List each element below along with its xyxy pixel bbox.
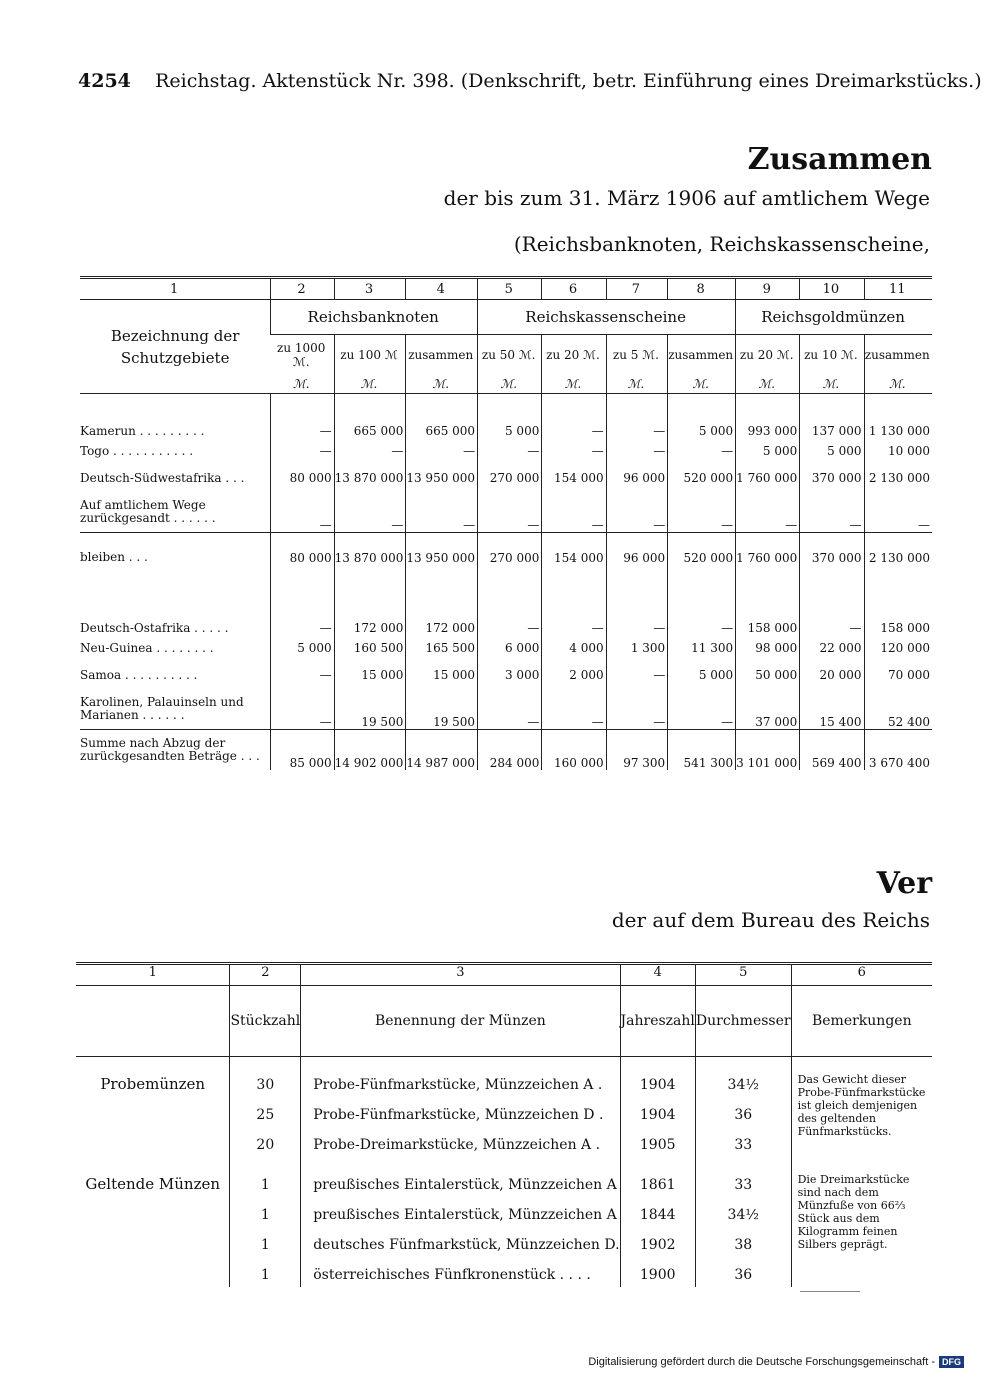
section1-subtitle: der bis zum 31. März 1906 auf amtlichem Wege: [443, 186, 930, 210]
table-row: [80, 583, 932, 635]
cell-value: —: [668, 689, 736, 730]
header-count: Stückzahl: [230, 986, 301, 1057]
cell-value: 11 300: [668, 635, 736, 662]
row-count: 1: [230, 1197, 301, 1227]
cell-value: 370 000: [800, 465, 864, 492]
cell-value: 1 760 000: [736, 532, 800, 583]
cell-value: —: [542, 492, 606, 533]
subheader: zusammen: [864, 335, 932, 376]
section2-subtitle: der auf dem Bureau des Reichs: [611, 908, 930, 932]
cell-value: 98 000: [736, 635, 800, 662]
section1-title: Zusammen: [747, 142, 932, 177]
cell-value: 10 000: [864, 438, 932, 465]
row-label: Togo . . . . . . . . . . .: [80, 443, 194, 458]
cell-value: —: [606, 583, 668, 635]
subheader: zu 20 ℳ.: [736, 335, 800, 376]
col-number: 6: [791, 964, 932, 986]
cell-value: 993 000: [736, 394, 800, 438]
row-diameter: 34½: [695, 1057, 791, 1098]
page-header: [78, 70, 982, 92]
table-row: [80, 662, 932, 689]
cell-value: 165 500: [406, 635, 478, 662]
cell-value: 4 000: [542, 635, 606, 662]
table-row: [80, 465, 932, 492]
cell-value: 160 500: [334, 635, 406, 662]
cell-value: 80 000: [271, 532, 334, 583]
row-year: 1904: [620, 1057, 695, 1098]
cell-value: —: [606, 492, 668, 533]
cell-value: 137 000: [800, 394, 864, 438]
cell-value: 520 000: [668, 532, 736, 583]
cell-value: 1 130 000: [864, 394, 932, 438]
cell-value: —: [542, 689, 606, 730]
table-row: [80, 394, 932, 438]
row-label: Samoa . . . . . . . . . .: [80, 667, 198, 682]
row-count: 1: [230, 1257, 301, 1287]
col-number: 3: [301, 964, 620, 986]
cell-value: 15 400: [800, 689, 864, 730]
unit-label: ℳ.: [271, 375, 334, 394]
table-distribution: [80, 276, 932, 770]
cell-value: —: [542, 394, 606, 438]
cell-value: —: [864, 492, 932, 533]
cell-value: 14 987 000: [406, 729, 478, 770]
cell-value: —: [478, 583, 542, 635]
table-row: [80, 532, 932, 583]
row-diameter: 34½: [695, 1197, 791, 1227]
cell-value: —: [334, 438, 406, 465]
cell-value: 665 000: [334, 394, 406, 438]
cell-value: 15 000: [406, 662, 478, 689]
row-coin-name: preußisches Eintalerstück, Münzzeichen A: [301, 1197, 620, 1227]
cell-value: —: [542, 438, 606, 465]
col-number: 3: [334, 278, 406, 300]
group-cell: [76, 1097, 230, 1127]
col-number: 1: [76, 964, 230, 986]
cell-value: 13 950 000: [406, 465, 478, 492]
cell-value: 2 130 000: [864, 465, 932, 492]
row-diameter: 36: [695, 1097, 791, 1127]
cell-value: —: [800, 492, 864, 533]
row-year: 1900: [620, 1257, 695, 1287]
row-count: 25: [230, 1097, 301, 1127]
table-row: [80, 438, 932, 465]
cell-value: —: [271, 662, 334, 689]
subheader: zu 20 ℳ.: [542, 335, 606, 376]
unit-label: ℳ.: [406, 375, 478, 394]
group-cell: [76, 1227, 230, 1257]
cell-value: 284 000: [478, 729, 542, 770]
row-year: 1902: [620, 1227, 695, 1257]
cell-value: —: [334, 492, 406, 533]
cell-value: 5 000: [271, 635, 334, 662]
unit-label: ℳ.: [478, 375, 542, 394]
cell-value: 5 000: [800, 438, 864, 465]
cell-value: —: [606, 689, 668, 730]
cell-value: 22 000: [800, 635, 864, 662]
cell-value: 172 000: [406, 583, 478, 635]
cell-value: —: [271, 689, 334, 730]
cell-value: 97 300: [606, 729, 668, 770]
first-column-header: Bezeichnung der Schutzgebiete: [80, 300, 271, 394]
row-label: Karolinen, Palauinseln und Marianen . . . . . .: [80, 694, 244, 722]
table-row: [80, 492, 932, 533]
cell-value: 20 000: [800, 662, 864, 689]
header-name: Benennung der Münzen: [301, 986, 620, 1057]
cell-value: 85 000: [271, 729, 334, 770]
unit-label: ℳ.: [864, 375, 932, 394]
row-coin-name: Probe-Fünfmarkstücke, Münzzeichen A .: [301, 1057, 620, 1098]
cell-value: 1 760 000: [736, 465, 800, 492]
row-label: Summe nach Abzug der zurückgesandten Beträge . . .: [80, 729, 271, 770]
header-row: [76, 986, 932, 1057]
col-number: 4: [620, 964, 695, 986]
column-number-row: [76, 964, 932, 986]
cell-value: —: [606, 394, 668, 438]
col-number: 9: [736, 278, 800, 300]
cell-value: 6 000: [478, 635, 542, 662]
cell-value: 15 000: [334, 662, 406, 689]
footer-text: Digitalisierung gefördert durch die Deutsche Forschungsgemeinschaft -: [588, 1356, 935, 1368]
subheader: zusammen: [406, 335, 478, 376]
row-coin-name: Probe-Dreimarkstücke, Münzzeichen A .: [301, 1127, 620, 1157]
cell-value: 172 000: [334, 583, 406, 635]
dfg-logo: DFG: [939, 1356, 964, 1368]
cell-value: —: [406, 438, 478, 465]
row-year: 1905: [620, 1127, 695, 1157]
cell-value: —: [606, 438, 668, 465]
subheader: zu 50 ℳ.: [478, 335, 542, 376]
cell-value: 158 000: [736, 583, 800, 635]
cell-value: 19 500: [406, 689, 478, 730]
cell-value: 14 902 000: [334, 729, 406, 770]
unit-label: ℳ.: [542, 375, 606, 394]
row-label: Deutsch-Ostafrika . . . . .: [80, 620, 229, 635]
row-diameter: 38: [695, 1227, 791, 1257]
group-reichsbanknoten: Reichsbanknoten: [271, 300, 478, 335]
header-year: Jahreszahl: [620, 986, 695, 1057]
cell-value: —: [478, 438, 542, 465]
group-label-geltende: Geltende Münzen: [85, 1175, 221, 1193]
col-number: 5: [478, 278, 542, 300]
section1-subtitle2: (Reichsbanknoten, Reichskassenscheine,: [513, 232, 930, 256]
group-label-probe: Probemünzen: [100, 1075, 206, 1093]
subheader: zu 5 ℳ.: [606, 335, 668, 376]
col-number: 1: [80, 278, 271, 300]
group-cell: [76, 1197, 230, 1227]
row-count: 1: [230, 1227, 301, 1257]
cell-value: 52 400: [864, 689, 932, 730]
cell-value: 13 870 000: [334, 465, 406, 492]
col-number: 11: [864, 278, 932, 300]
subheader: zu 10 ℳ.: [800, 335, 864, 376]
col-number: 2: [230, 964, 301, 986]
row-count: 30: [230, 1057, 301, 1098]
row-year: 1844: [620, 1197, 695, 1227]
row-label: Kamerun . . . . . . . . .: [80, 423, 205, 438]
row-year: 1904: [620, 1097, 695, 1127]
unit-label: ℳ.: [334, 375, 406, 394]
cell-value: 665 000: [406, 394, 478, 438]
group-reichsgoldmuenzen: Reichsgoldmünzen: [736, 300, 932, 335]
cell-value: 3 670 400: [864, 729, 932, 770]
row-diameter: 36: [695, 1257, 791, 1287]
column-number-row: [80, 278, 932, 300]
col-number: 10: [800, 278, 864, 300]
cell-value: 50 000: [736, 662, 800, 689]
header-text: Reichstag. Aktenstück Nr. 398. (Denkschrift, betr. Einführung eines Dreimarkstücks.): [155, 70, 982, 92]
table-row: [80, 729, 932, 770]
cell-value: 120 000: [864, 635, 932, 662]
row-year: 1861: [620, 1157, 695, 1197]
group-cell: [76, 1127, 230, 1157]
cell-value: 13 950 000: [406, 532, 478, 583]
cell-value: 370 000: [800, 532, 864, 583]
col-number: 2: [271, 278, 334, 300]
row-count: 20: [230, 1127, 301, 1157]
table-row: [76, 1057, 932, 1098]
col-number: 8: [668, 278, 736, 300]
subheader: zu 100 ℳ: [334, 335, 406, 376]
cell-value: —: [668, 492, 736, 533]
group-header-row: [80, 300, 932, 335]
unit-label: ℳ.: [736, 375, 800, 394]
cell-value: 154 000: [542, 532, 606, 583]
table-row: [80, 635, 932, 662]
row-label: Auf amtlichem Wege zurückgesandt . . . . . .: [80, 497, 216, 525]
cell-value: 569 400: [800, 729, 864, 770]
cell-value: —: [668, 438, 736, 465]
unit-label: ℳ.: [606, 375, 668, 394]
cell-value: 1 300: [606, 635, 668, 662]
cell-value: 158 000: [864, 583, 932, 635]
cell-value: —: [271, 438, 334, 465]
header-cell: [76, 986, 230, 1057]
cell-value: 5 000: [478, 394, 542, 438]
row-diameter: 33: [695, 1127, 791, 1157]
footer: [588, 1356, 964, 1368]
row-coin-name: österreichisches Fünfkronenstück . . . .: [301, 1257, 620, 1287]
cell-value: —: [271, 492, 334, 533]
remark-probe: Das Gewicht dieser Probe-Fünfmarkstücke ist gleich demjenigen des geltenden Fünfmarkstücks.: [791, 1057, 932, 1158]
cell-value: 2 130 000: [864, 532, 932, 583]
subheader: zusammen: [668, 335, 736, 376]
cell-value: —: [800, 583, 864, 635]
table-coins: [76, 962, 932, 1287]
table-row: [76, 1157, 932, 1197]
divider: [800, 1291, 860, 1292]
cell-value: —: [736, 492, 800, 533]
remark-geltende: Die Dreimarkstücke sind nach dem Münzfuße von 66⅔ Stück aus dem Kilogramm feinen Silbers geprägt.: [791, 1157, 932, 1287]
subheader: zu 1000 ℳ.: [277, 341, 326, 369]
cell-value: 19 500: [334, 689, 406, 730]
group-cell: [76, 1257, 230, 1287]
cell-value: 37 000: [736, 689, 800, 730]
row-diameter: 33: [695, 1157, 791, 1197]
cell-value: 154 000: [542, 465, 606, 492]
col-number: 4: [406, 278, 478, 300]
header-remarks: Bemerkungen: [791, 986, 932, 1057]
cell-value: —: [271, 583, 334, 635]
cell-value: —: [406, 492, 478, 533]
cell-value: —: [542, 583, 606, 635]
cell-value: —: [478, 492, 542, 533]
col-number: 6: [542, 278, 606, 300]
cell-value: 96 000: [606, 532, 668, 583]
row-coin-name: preußisches Eintalerstück, Münzzeichen A: [301, 1157, 620, 1197]
cell-value: 520 000: [668, 465, 736, 492]
cell-value: 5 000: [668, 394, 736, 438]
row-label: bleiben . . .: [80, 532, 271, 583]
cell-value: 13 870 000: [334, 532, 406, 583]
cell-value: 3 000: [478, 662, 542, 689]
cell-value: —: [668, 583, 736, 635]
cell-value: 5 000: [736, 438, 800, 465]
cell-value: 3 101 000: [736, 729, 800, 770]
col-number: 5: [695, 964, 791, 986]
header-diameter: Durchmesser: [695, 986, 791, 1057]
row-label: Neu-Guinea . . . . . . . .: [80, 640, 214, 655]
cell-value: —: [271, 394, 334, 438]
col-number: 7: [606, 278, 668, 300]
row-coin-name: Probe-Fünfmarkstücke, Münzzeichen D .: [301, 1097, 620, 1127]
unit-label: ℳ.: [668, 375, 736, 394]
cell-value: —: [606, 662, 668, 689]
cell-value: 80 000: [271, 465, 334, 492]
cell-value: 270 000: [478, 532, 542, 583]
cell-value: 160 000: [542, 729, 606, 770]
cell-value: 270 000: [478, 465, 542, 492]
cell-value: —: [478, 689, 542, 730]
group-reichskassenscheine: Reichskassenscheine: [478, 300, 736, 335]
row-label: Deutsch-Südwestafrika . . .: [80, 470, 245, 485]
section2-title: Ver: [876, 866, 932, 901]
cell-value: 541 300: [668, 729, 736, 770]
cell-value: 5 000: [668, 662, 736, 689]
cell-value: 96 000: [606, 465, 668, 492]
row-coin-name: deutsches Fünfmarkstück, Münzzeichen D.: [301, 1227, 620, 1257]
cell-value: 2 000: [542, 662, 606, 689]
unit-label: ℳ.: [800, 375, 864, 394]
page-number: 4254: [78, 70, 131, 92]
table-row: [80, 689, 932, 730]
row-count: 1: [230, 1157, 301, 1197]
cell-value: 70 000: [864, 662, 932, 689]
